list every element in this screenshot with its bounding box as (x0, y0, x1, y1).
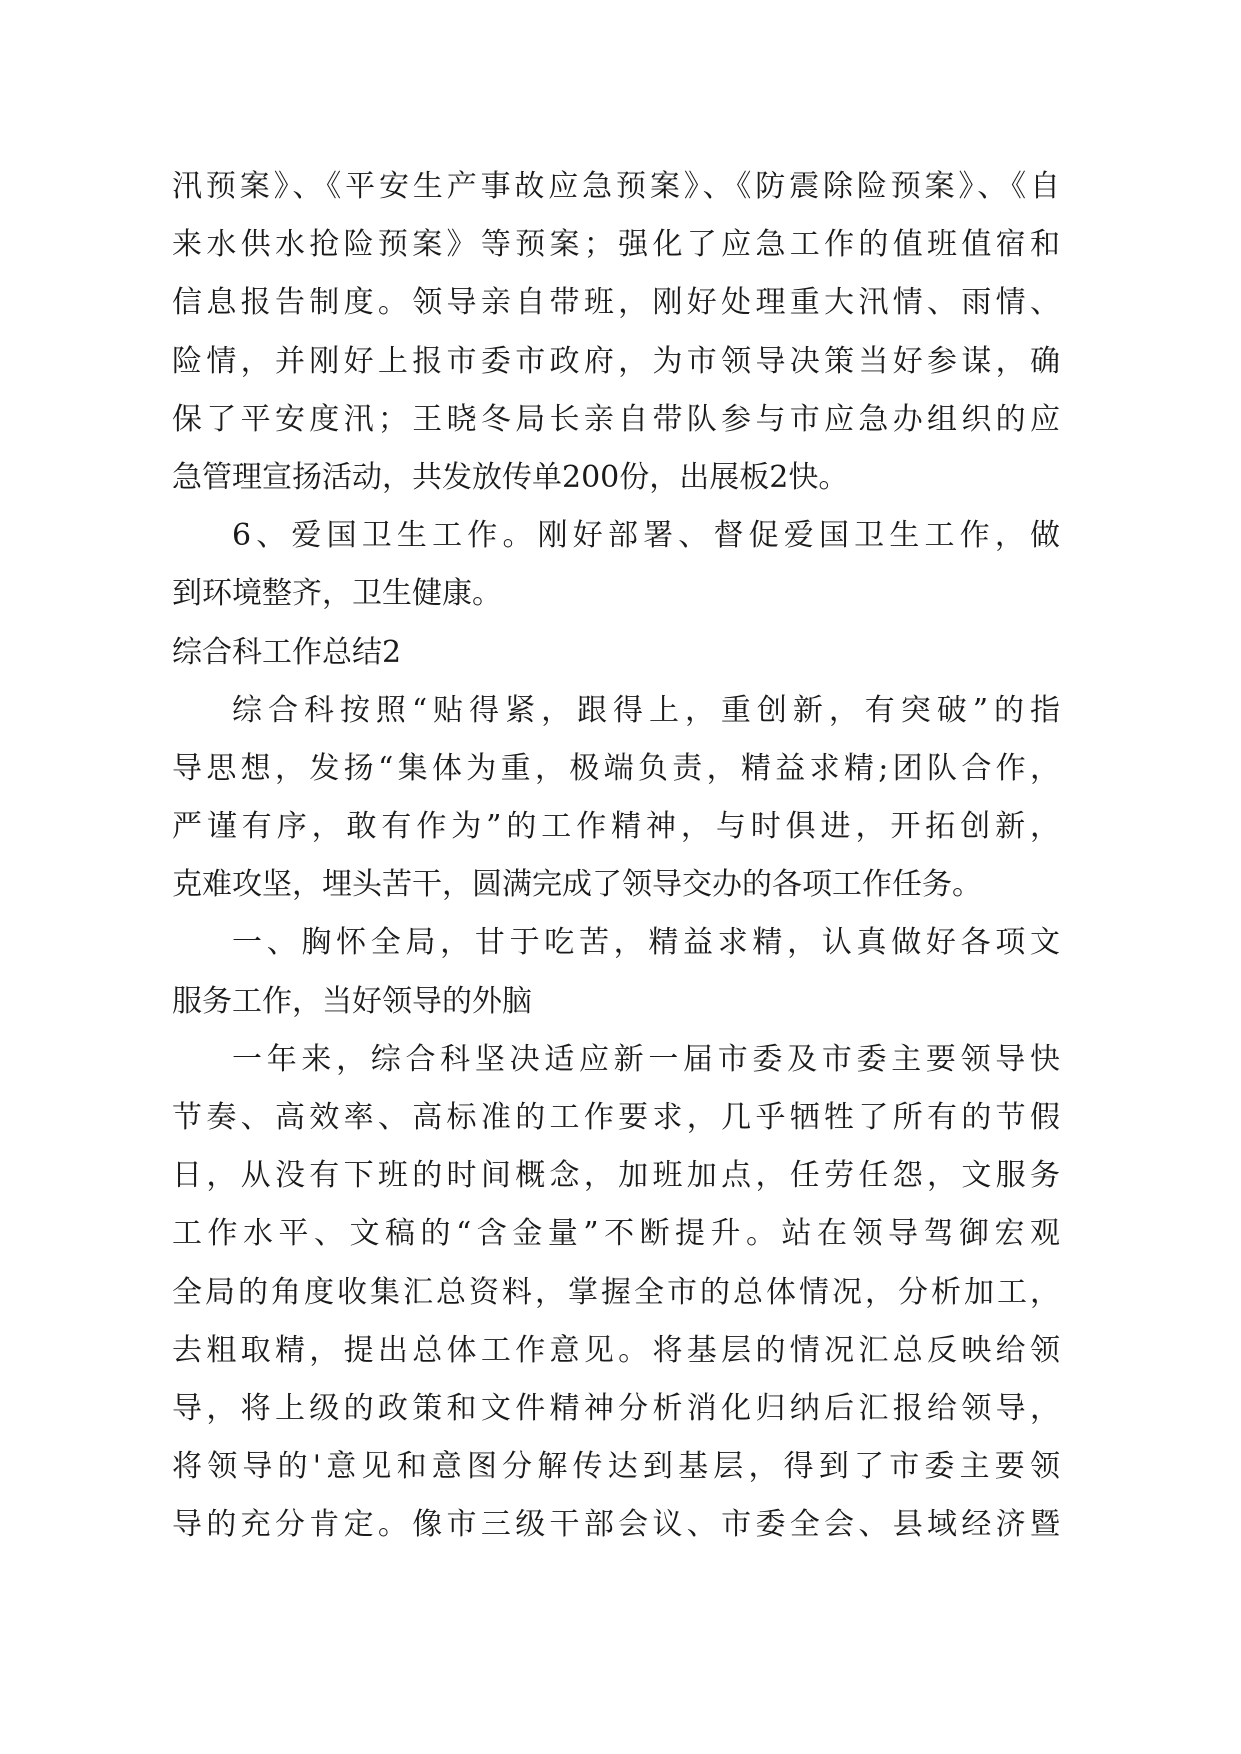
text-line: 节奏、高效率、高标准的工作要求，几乎牺牲了所有的节假 (172, 1100, 1060, 1135)
text-line: 险情，并刚好上报市委市政府，为市领导决策当好参谋，确 (172, 343, 1060, 379)
paragraph-first-line: 综合科按照“贴得紧，跟得上，重创新，有突破”的指 (232, 692, 1060, 728)
paragraph-first-line: 一年来，综合科坚决适应新一届市委及市委主要领导快 (232, 1041, 1060, 1077)
document-body (172, 158, 1060, 1555)
text-line: 来水供水抢险预案》等预案；强化了应急工作的值班值宿和 (172, 227, 1060, 263)
text-line: 信息报告制度。领导亲自带班，刚好处理重大汛情、雨情、 (172, 285, 1060, 321)
text-line: 到环境整齐，卫生健康。 (172, 576, 502, 612)
text-line: 工作水平、文稿的“含金量”不断提升。站在领导驾御宏观 (172, 1216, 1060, 1252)
text-line: 去粗取精，提出总体工作意见。将基层的情况汇总反映给领 (172, 1332, 1060, 1368)
text-line: 导思想，发扬“集体为重，极端负责，精益求精;团队合作， (172, 750, 1060, 786)
paragraph-first-line: 6、爱国卫生工作。刚好部署、督促爱国卫生工作，做 (232, 518, 1060, 554)
section-heading: 综合科工作总结2 (172, 634, 402, 670)
text-line: 保了平安度汛；王晓冬局长亲自带队参与市应急办组织的应 (172, 401, 1060, 437)
text-line: 服务工作，当好领导的外脑 (172, 983, 532, 1019)
text-line: 导的充分肯定。像市三级干部会议、市委全会、县域经济暨 (172, 1507, 1060, 1543)
text-line: 导，将上级的政策和文件精神分析消化归纳后汇报给领导， (172, 1390, 1060, 1426)
text-line: 日，从没有下班的时间概念，加班加点，任劳任怨，文服务 (172, 1158, 1060, 1194)
text-line: 将领导的'意见和意图分解传达到基层，得到了市委主要领 (172, 1449, 1060, 1485)
text-line: 汛预案》、《平安生产事故应急预案》、《防震除险预案》、《自 (172, 169, 1060, 204)
text-line: 严谨有序，敢有作为”的工作精神，与时俱进，开拓创新， (172, 809, 1060, 845)
paragraph-first-line: 一、胸怀全局，甘于吃苦，精益求精，认真做好各项文 (232, 925, 1060, 961)
text-line: 急管理宣扬活动，共发放传单200份，出展板2快。 (172, 459, 849, 495)
text-line: 克难攻坚，埋头苦干，圆满完成了领导交办的各项工作任务。 (172, 867, 982, 903)
text-line: 全局的角度收集汇总资料，掌握全市的总体情况，分析加工， (172, 1274, 1060, 1310)
